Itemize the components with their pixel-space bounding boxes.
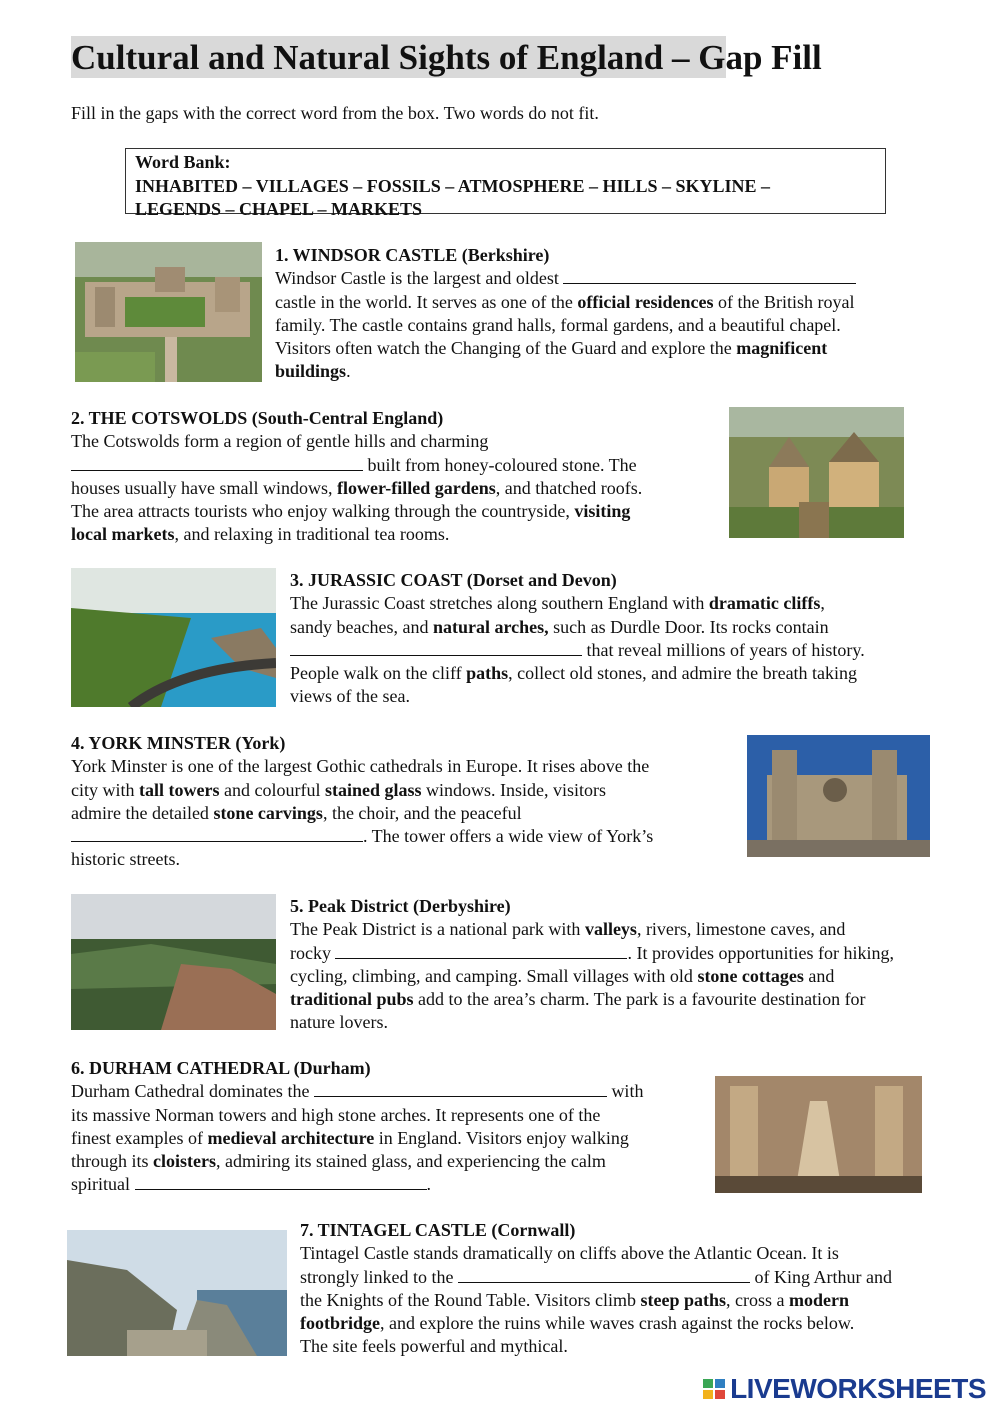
- liveworksheets-footer[interactable]: [702, 1374, 986, 1404]
- section-durham-cathedral: 6. DURHAM CATHEDRAL (Durham) Durham Cathedral dominates the with its massive Norman towers and high stone arches. It represents one of the finest examples of medieval architecture in England. Visitors enjoy walking through its cloisters, admiring its stained glass, and experiencing the calm spiritual .: [71, 1058, 644, 1195]
- word-bank-line-2: LEGENDS – CHAPEL – MARKETS: [135, 199, 423, 219]
- title-block: [71, 36, 822, 80]
- section-heading: 4. YORK MINSTER (York): [71, 733, 286, 753]
- section-jurassic-coast: 3. JURASSIC COAST (Dorset and Devon) The Jurassic Coast stretches along southern England with dramatic cliffs, sandy beaches, and natural arches, such as Durdle Door. Its rocks contain that reveal millions of years of history. People walk on the cliff paths, collect old stones, and admire the breath taking views of the sea.: [290, 570, 865, 707]
- word-bank-box: [125, 148, 886, 219]
- gap-blank-2[interactable]: [71, 455, 363, 471]
- gap-blank-6[interactable]: [314, 1081, 607, 1097]
- section-heading: 1. WINDSOR CASTLE (Berkshire): [275, 245, 550, 265]
- word-bank-label: Word Bank:: [135, 152, 231, 172]
- gap-blank-7[interactable]: [135, 1174, 427, 1190]
- section-heading: 2. THE COTSWOLDS (South-Central England): [71, 408, 444, 428]
- gap-blank-1[interactable]: [563, 268, 856, 284]
- gap-blank-8[interactable]: [458, 1267, 750, 1283]
- section-windsor: 1. WINDSOR CASTLE (Berkshire) Windsor Castle is the largest and oldest castle in the world. It serves as one of the official residences of the British royal family. The castle contains grand halls, formal gardens, and a beautiful chapel. Visitors often watch the Changing of the Guard and explore the magnificent buildings.: [275, 245, 855, 382]
- jurassic-coast-photo: [71, 568, 276, 707]
- section-heading: 3. JURASSIC COAST (Dorset and Devon): [290, 570, 617, 590]
- peak-district-photo: [71, 894, 276, 1030]
- section-tintagel-castle: 7. TINTAGEL CASTLE (Cornwall) Tintagel Castle stands dramatically on cliffs above the Atlantic Ocean. It is strongly linked to the of King Arthur and the Knights of the Round Table. Visitors climb steep paths, cross a modern footbridge, and explore the ruins while waves crash against the rocks below. The site feels powerful and mythical.: [300, 1220, 892, 1357]
- instructions: Fill in the gaps with the correct word from the box. Two words do not fit.: [71, 103, 599, 123]
- gap-blank-4[interactable]: [71, 826, 363, 842]
- word-bank-line-1: INHABITED – VILLAGES – FOSSILS – ATMOSPHERE – HILLS – SKYLINE –: [135, 175, 771, 196]
- page-title: Cultural and Natural Sights of England – Gap Fill: [71, 38, 822, 77]
- section-heading: 5. Peak District (Derbyshire): [290, 896, 511, 916]
- york-minster-photo: [747, 735, 930, 857]
- windsor-castle-photo: [75, 242, 262, 382]
- liveworksheets-logo-icon: [702, 1377, 726, 1401]
- section-peak-district: 5. Peak District (Derbyshire) The Peak District is a national park with valleys, rivers, limestone caves, and rocky . It provides opportunities for hiking, cycling, climbing, and camping. Small villages with old stone cottages and traditional pubs add to the area’s charm. The park is a favourite destination for nature lovers.: [290, 896, 894, 1033]
- cotswolds-village-photo: [729, 407, 904, 538]
- liveworksheets-brand: LIVEWORKSHEETS: [730, 1373, 986, 1404]
- tintagel-castle-photo: [67, 1230, 287, 1356]
- section-heading: 6. DURHAM CATHEDRAL (Durham): [71, 1058, 371, 1078]
- section-cotswolds: 2. THE COTSWOLDS (South-Central England) The Cotswolds form a region of gentle hills and charming built from honey-coloured stone. The houses usually have small windows, flower-filled gardens, and thatched roofs. The area attracts tourists who enjoy walking through the countryside, visiting local markets, and relaxing in traditional tea rooms.: [71, 408, 643, 545]
- gap-blank-3[interactable]: [290, 640, 582, 656]
- section-heading: 7. TINTAGEL CASTLE (Cornwall): [300, 1220, 576, 1240]
- section-york-minster: 4. YORK MINSTER (York) York Minster is one of the largest Gothic cathedrals in Europe. It rises above the city with tall towers and colourful stained glass windows. Inside, visitors admire the detailed stone carvings, the choir, and the peaceful . The tower offers a wide view of York’s historic streets.: [71, 733, 654, 870]
- gap-blank-5[interactable]: [335, 943, 627, 959]
- durham-cathedral-photo: [715, 1076, 922, 1193]
